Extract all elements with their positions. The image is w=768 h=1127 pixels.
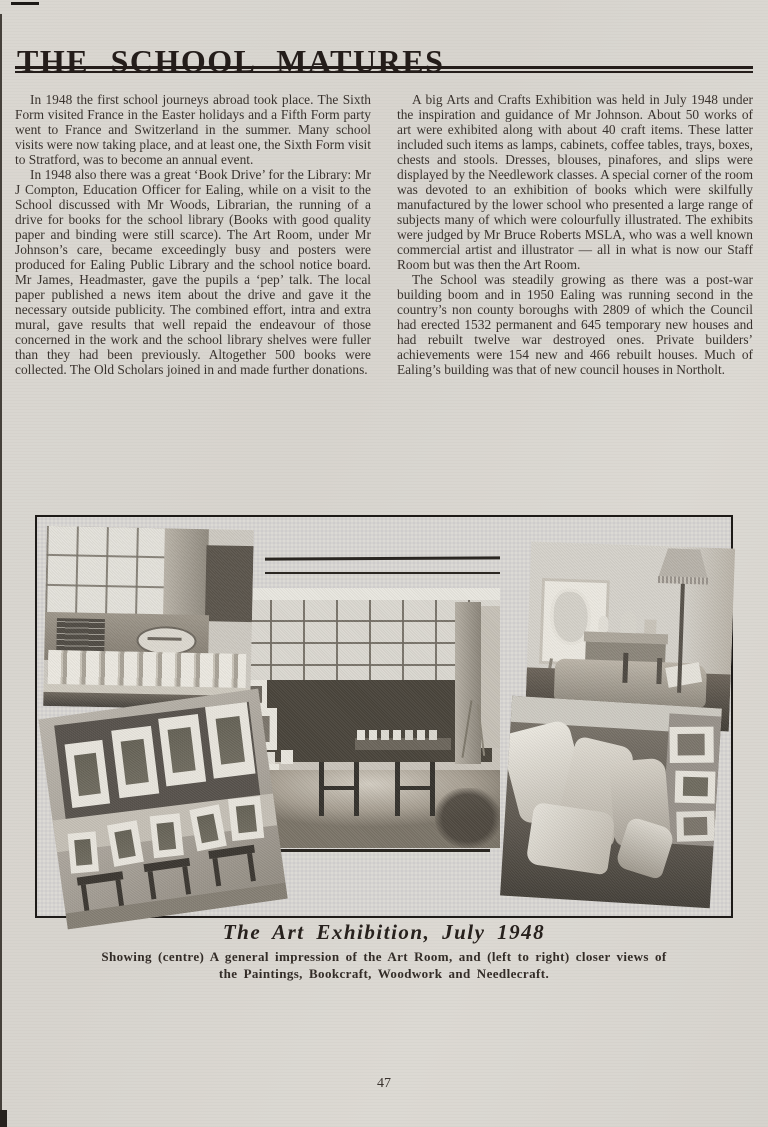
photo-collage-frame [35,515,733,918]
paragraph: A big Arts and Crafts Exhibition was held in July 1948 under the inspiration and guidance of Mr Johnson. About 50 works of art were exhibited along with about 40 craft items. These latter included such items as lamps, cabinets, coffee tables, trays, boxes, chests and stools. Dresses, blouses, pinafores, and slips were displayed by the Needlework classes. A special corner of the room was devoted to an exhibition of books which were skilfully manufactured by the lower school who presented a large range of subjects many of which were colourfully illustrated. The exhibits were judged by Mr Bruce Roberts MSLA, who was a well known commercial artist and illustrator — all in what is now our Staff Room but was then the Art Room. [397,92,753,272]
candlestick [622,653,628,683]
trestle-legs [395,762,435,816]
craft-item [598,616,609,632]
notice-card [56,618,105,653]
framed-painting [205,702,255,779]
framed-painting [228,796,264,841]
collage-rule-bottom [280,849,490,852]
photo-art-room [237,588,500,848]
photo-bookcraft [43,526,254,710]
books-row [48,650,247,688]
figure-caption-title: The Art Exhibition, July 1948 [222,920,546,944]
collage-rule-top-1 [265,556,500,560]
paragraph: In 1948 the first school journeys abroad took place. The Sixth Form visited France in the Easter holidays and a Fifth Form party went to France and Switzerland in the summer. Many school visits were now taking place, and at least one, the Sixth Form visit to Stratford, was to become an annual event. [15,92,371,167]
framed-painting [150,813,184,858]
photo-needlecraft [500,696,722,908]
draped-garment [526,802,616,875]
page-title: THE SCHOOL MATURES [17,43,445,80]
framed-picture [669,727,713,763]
framed-painting [68,831,99,873]
collage-rule-top-2 [265,572,500,574]
article-columns [15,92,753,377]
paragraph: The School was steadily growing as there was a post-war building boom and in 1950 Ealing was running second in the country’s non county boroughs with 2809 of which the Council had erected 1532 permanent and 645 temporary new houses and had rebuilt twelve war destroyed ones. Private builders’ achievements were 154 new and 466 rebuilt houses. Much of Ealing’s building was that of new council houses in Northolt. [397,272,753,377]
shelf [355,738,451,750]
craft-item [620,611,637,634]
scan-artifact-left-edge [0,14,2,1119]
photo-paintings [38,689,287,930]
window [45,526,167,618]
candlestick [656,658,662,684]
right-column [397,92,753,377]
framed-picture [675,771,716,804]
paragraph: In 1948 also there was a great ‘Book Drive’ for the Library: Mr J Compton, Education Officer for Ealing, while on a visit to the School discussed with Mr Woods, Librarian, the running of a drive for books for the school library (Books with good quality paper and binding were still scarce). The Art Room, under Mr Johnson’s care, became exceedingly busy and posters were produced for Ealing Public Library and the school notice board. Mr James, Headmaster, gave the pupils a ‘pep’ talk. The local paper published a news item about the drive and gave it the necessary outside publicity. The combined effort, intra and extra mural, gave results that well repaid the endeavour of those concerned in the work and the school library shelves were fuller than they had been previously. Altogether 500 books were collected. The Old Scholars joined in and made further donations. [15,167,371,377]
framed-painting [158,714,206,786]
trestle-legs [319,762,359,816]
framed-picture [676,811,715,842]
scan-artifact-top-dash [11,2,39,5]
craft-item [644,619,656,633]
framed-painting [65,740,111,808]
page-number: 47 [377,1076,391,1091]
title-double-rule [15,66,753,73]
stool [77,871,124,885]
scan-artifact-bottom-mark [0,1110,7,1127]
framed-painting [111,726,159,798]
pillar [455,602,481,764]
figure-caption-text: Showing (centre) A general impression of the Art Room, and (left to right) closer views of the Paintings, Bookcraft, Woodwork and Needlecraft. [101,949,667,981]
stool [143,858,190,872]
left-column [15,92,371,377]
